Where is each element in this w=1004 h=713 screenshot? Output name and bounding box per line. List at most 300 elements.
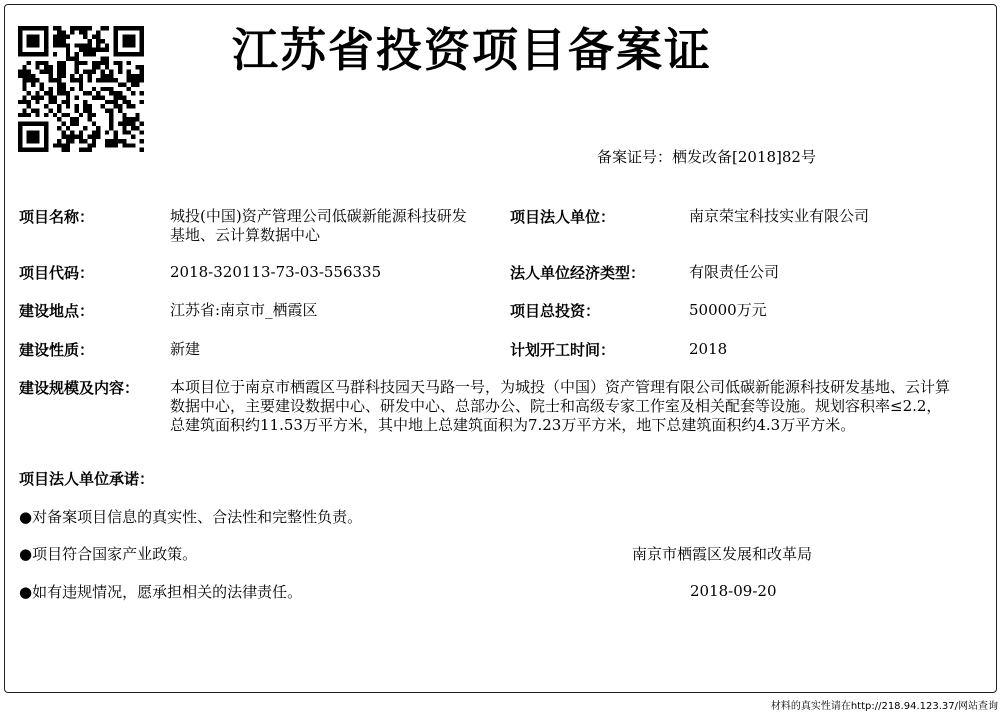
legal-entity-value: 南京荣宝科技实业有限公司 — [689, 207, 870, 225]
qr-module — [105, 48, 109, 52]
qr-module — [79, 148, 83, 152]
qr-module — [70, 130, 74, 134]
qr-module — [61, 87, 65, 91]
qr-module — [122, 26, 126, 30]
qr-module — [92, 35, 96, 39]
qr-module — [140, 139, 144, 143]
qr-module — [27, 130, 31, 134]
qr-module — [140, 48, 144, 52]
qr-module — [131, 104, 135, 108]
qr-module — [109, 100, 113, 104]
qr-module — [109, 69, 113, 73]
qr-module — [18, 39, 22, 43]
qr-module — [114, 100, 118, 104]
qr-module — [118, 69, 122, 73]
qr-module — [35, 78, 39, 82]
qr-module — [114, 96, 118, 100]
qr-module — [96, 30, 100, 34]
qr-module — [74, 78, 78, 82]
qr-module — [88, 48, 92, 52]
qr-module — [122, 126, 126, 130]
qr-module — [92, 143, 96, 147]
qr-module — [131, 52, 135, 56]
start-time-value: 2018 — [689, 340, 728, 358]
qr-module — [114, 91, 118, 95]
qr-module — [131, 35, 135, 39]
qr-module — [105, 65, 109, 69]
qr-module — [96, 135, 100, 139]
qr-module — [92, 113, 96, 117]
qr-module — [88, 26, 92, 30]
qr-module — [92, 52, 96, 56]
qr-module — [114, 52, 118, 56]
qr-module — [53, 39, 57, 43]
qr-module — [88, 113, 92, 117]
qr-module — [88, 117, 92, 121]
qr-module — [31, 39, 35, 43]
qr-module — [96, 35, 100, 39]
qr-module — [27, 61, 31, 65]
qr-module — [92, 122, 96, 126]
qr-module — [61, 74, 65, 78]
qr-module — [135, 117, 139, 121]
qr-module — [70, 87, 74, 91]
qr-module — [131, 82, 135, 86]
qr-module — [40, 26, 44, 30]
qr-module — [57, 61, 61, 65]
qr-module — [53, 35, 57, 39]
qr-module — [88, 148, 92, 152]
qr-module — [61, 100, 65, 104]
qr-module — [96, 130, 100, 134]
qr-module — [27, 135, 31, 139]
qr-module — [131, 143, 135, 147]
qr-module — [88, 43, 92, 47]
qr-module — [44, 113, 48, 117]
qr-module — [57, 143, 61, 147]
qr-module — [27, 43, 31, 47]
qr-module — [57, 43, 61, 47]
qr-module — [118, 82, 122, 86]
legal-entity-label: 项目法人单位： — [510, 208, 616, 226]
qr-module — [44, 126, 48, 130]
qr-module — [66, 43, 70, 47]
qr-module — [44, 148, 48, 152]
qr-module — [114, 30, 118, 34]
qr-module — [35, 39, 39, 43]
qr-module — [66, 148, 70, 152]
qr-module — [140, 122, 144, 126]
qr-module — [131, 43, 135, 47]
qr-module — [92, 61, 96, 65]
qr-module — [27, 139, 31, 143]
qr-module — [79, 74, 83, 78]
qr-module — [114, 61, 118, 65]
qr-module — [70, 139, 74, 143]
qr-module — [70, 56, 74, 60]
qr-module — [18, 43, 22, 47]
qr-module — [105, 26, 109, 30]
qr-module — [122, 113, 126, 117]
qr-module — [96, 48, 100, 52]
location-value: 江苏省:南京市_栖霞区 — [170, 301, 318, 319]
qr-module — [101, 39, 105, 43]
qr-module — [127, 26, 131, 30]
qr-module — [44, 48, 48, 52]
qr-module — [127, 74, 131, 78]
qr-module — [57, 74, 61, 78]
start-time-label: 计划开工时间： — [510, 341, 616, 359]
qr-module — [140, 30, 144, 34]
qr-module — [127, 39, 131, 43]
qr-module — [109, 139, 113, 143]
qr-module — [114, 139, 118, 143]
qr-module — [96, 96, 100, 100]
qr-module — [88, 91, 92, 95]
qr-module — [40, 122, 44, 126]
qr-module — [44, 143, 48, 147]
qr-module — [88, 52, 92, 56]
qr-module — [83, 69, 87, 73]
qr-module — [44, 61, 48, 65]
qr-module — [114, 78, 118, 82]
qr-module — [18, 148, 22, 152]
scale-value: 本项目位于南京市栖霞区马群科技园天马路一号，为城投（中国）资产管理有限公司低碳新能源科技研发基地、云计算数据中心，主要建设数据中心、研发中心、总部办公、院士和高级专家工作室及相关配套等设施。规划容积率≤2.2，总建筑面积约11.53万平方米，其中地上总建筑面积为7.23万平方米，地下总建筑面积约4.3万平方米。 — [170, 378, 951, 434]
qr-module — [35, 113, 39, 117]
qr-module — [127, 100, 131, 104]
qr-module — [131, 39, 135, 43]
qr-module — [18, 126, 22, 130]
qr-module — [27, 69, 31, 73]
qr-module — [61, 65, 65, 69]
qr-module — [88, 39, 92, 43]
qr-module — [135, 65, 139, 69]
qr-module — [66, 35, 70, 39]
qr-module — [118, 91, 122, 95]
qr-module — [57, 104, 61, 108]
qr-module — [61, 122, 65, 126]
qr-module — [40, 52, 44, 56]
qr-module — [135, 82, 139, 86]
qr-module — [18, 35, 22, 39]
qr-module — [31, 78, 35, 82]
qr-module — [140, 100, 144, 104]
qr-module — [70, 135, 74, 139]
qr-module — [18, 26, 22, 30]
qr-module — [83, 61, 87, 65]
qr-module — [22, 74, 26, 78]
qr-module — [114, 39, 118, 43]
qr-module — [74, 43, 78, 47]
qr-module — [70, 78, 74, 82]
qr-module — [79, 135, 83, 139]
qr-module — [105, 143, 109, 147]
qr-module — [35, 52, 39, 56]
qr-module — [105, 43, 109, 47]
qr-module — [96, 65, 100, 69]
qr-module — [118, 104, 122, 108]
qr-module — [105, 56, 109, 60]
qr-module — [40, 87, 44, 91]
qr-module — [35, 135, 39, 139]
qr-module — [44, 130, 48, 134]
qr-module — [105, 130, 109, 134]
qr-module — [18, 74, 22, 78]
qr-module — [57, 35, 61, 39]
qr-module — [131, 122, 135, 126]
qr-module — [48, 74, 52, 78]
qr-module — [44, 26, 48, 30]
qr-module — [40, 148, 44, 152]
qr-module — [66, 48, 70, 52]
qr-module — [44, 65, 48, 69]
qr-module — [61, 43, 65, 47]
qr-module — [53, 96, 57, 100]
qr-module — [31, 109, 35, 113]
qr-module — [35, 61, 39, 65]
qr-module — [74, 26, 78, 30]
qr-module — [83, 52, 87, 56]
qr-module — [118, 65, 122, 69]
qr-module — [22, 96, 26, 100]
qr-module — [44, 122, 48, 126]
qr-module — [53, 143, 57, 147]
qr-module — [22, 109, 26, 113]
qr-module — [70, 74, 74, 78]
qr-module — [57, 91, 61, 95]
qr-module — [92, 65, 96, 69]
qr-module — [66, 126, 70, 130]
qr-module — [48, 65, 52, 69]
qr-module — [122, 130, 126, 134]
qr-module — [88, 109, 92, 113]
qr-module — [61, 35, 65, 39]
qr-module — [127, 143, 131, 147]
qr-module — [57, 117, 61, 121]
qr-module — [127, 122, 131, 126]
qr-module — [22, 82, 26, 86]
qr-module — [131, 26, 135, 30]
qr-module — [74, 52, 78, 56]
qr-module — [83, 91, 87, 95]
qr-module — [83, 35, 87, 39]
qr-module — [109, 117, 113, 121]
qr-module — [48, 87, 52, 91]
qr-module — [44, 135, 48, 139]
qr-module — [105, 74, 109, 78]
qr-module — [48, 109, 52, 113]
qr-module — [122, 52, 126, 56]
qr-module — [118, 61, 122, 65]
qr-module — [27, 122, 31, 126]
entity-type-value: 有限责任公司 — [689, 263, 780, 281]
qr-module — [70, 30, 74, 34]
qr-module — [44, 91, 48, 95]
qr-module — [79, 26, 83, 30]
qr-module — [31, 35, 35, 39]
qr-module — [27, 35, 31, 39]
qr-module — [105, 100, 109, 104]
qr-module — [101, 78, 105, 82]
qr-module — [127, 52, 131, 56]
qr-module — [83, 139, 87, 143]
qr-module — [105, 109, 109, 113]
qr-module — [18, 100, 22, 104]
qr-module — [74, 104, 78, 108]
qr-module — [61, 30, 65, 34]
qr-module — [74, 56, 78, 60]
qr-module — [88, 78, 92, 82]
qr-module — [66, 52, 70, 56]
qr-module — [140, 52, 144, 56]
qr-module — [57, 139, 61, 143]
qr-module — [140, 148, 144, 152]
qr-module — [53, 26, 57, 30]
qr-module — [88, 69, 92, 73]
qr-module — [79, 82, 83, 86]
qr-module — [31, 26, 35, 30]
qr-module — [27, 39, 31, 43]
qr-module — [127, 117, 131, 121]
qr-module — [66, 96, 70, 100]
qr-module — [61, 113, 65, 117]
qr-module — [27, 148, 31, 152]
qr-module — [79, 30, 83, 34]
qr-module — [61, 135, 65, 139]
qr-module — [18, 139, 22, 143]
qr-module — [101, 26, 105, 30]
qr-module — [122, 100, 126, 104]
qr-module — [140, 78, 144, 82]
qr-module — [140, 91, 144, 95]
qr-module — [31, 130, 35, 134]
qr-module — [96, 126, 100, 130]
qr-module — [48, 96, 52, 100]
qr-module — [135, 74, 139, 78]
qr-module — [105, 139, 109, 143]
qr-module — [101, 61, 105, 65]
qr-module — [122, 122, 126, 126]
qr-module — [122, 39, 126, 43]
qr-module — [66, 91, 70, 95]
qr-module — [83, 43, 87, 47]
qr-module — [70, 26, 74, 30]
qr-module — [127, 104, 131, 108]
qr-module — [18, 48, 22, 52]
qr-module — [140, 26, 144, 30]
qr-module — [70, 122, 74, 126]
qr-module — [127, 130, 131, 134]
certificate-title: 江苏省投资项目备案证 — [232, 23, 712, 77]
qr-module — [66, 139, 70, 143]
qr-module — [35, 65, 39, 69]
qr-module — [79, 78, 83, 82]
qr-module — [35, 35, 39, 39]
qr-module — [101, 87, 105, 91]
qr-module — [92, 87, 96, 91]
qr-module — [118, 96, 122, 100]
qr-module — [131, 117, 135, 121]
qr-module — [53, 52, 57, 56]
qr-module — [74, 69, 78, 73]
qr-module — [57, 26, 61, 30]
qr-module — [92, 69, 96, 73]
qr-code-icon — [18, 26, 144, 152]
qr-module — [118, 26, 122, 30]
qr-module — [74, 96, 78, 100]
qr-module — [109, 143, 113, 147]
qr-module — [22, 100, 26, 104]
qr-module — [40, 61, 44, 65]
qr-module — [57, 69, 61, 73]
qr-module — [22, 148, 26, 152]
qr-module — [48, 69, 52, 73]
qr-module — [101, 96, 105, 100]
qr-module — [135, 26, 139, 30]
qr-module — [101, 74, 105, 78]
qr-module — [57, 87, 61, 91]
qr-module — [122, 143, 126, 147]
qr-module — [74, 109, 78, 113]
qr-module — [57, 109, 61, 113]
qr-module — [101, 48, 105, 52]
qr-module — [74, 117, 78, 121]
qr-module — [31, 74, 35, 78]
qr-module — [114, 43, 118, 47]
qr-module — [31, 96, 35, 100]
qr-module — [35, 109, 39, 113]
qr-module — [74, 135, 78, 139]
qr-module — [140, 35, 144, 39]
qr-module — [114, 35, 118, 39]
qr-module — [101, 104, 105, 108]
qr-module — [79, 87, 83, 91]
qr-module — [122, 96, 126, 100]
qr-module — [83, 100, 87, 104]
commitment-item: ●如有违规情况，愿承担相关的法律责任。 — [19, 583, 303, 601]
qr-module — [27, 100, 31, 104]
qr-module — [53, 113, 57, 117]
qr-module — [44, 104, 48, 108]
qr-module — [66, 135, 70, 139]
qr-module — [96, 39, 100, 43]
qr-module — [31, 43, 35, 47]
qr-module — [27, 74, 31, 78]
qr-module — [114, 130, 118, 134]
qr-module — [109, 122, 113, 126]
qr-module — [131, 126, 135, 130]
qr-module — [109, 78, 113, 82]
qr-module — [83, 26, 87, 30]
qr-module — [61, 69, 65, 73]
qr-module — [48, 91, 52, 95]
qr-module — [27, 78, 31, 82]
qr-module — [57, 30, 61, 34]
qr-code-graphic — [18, 26, 144, 152]
qr-module — [114, 143, 118, 147]
qr-module — [140, 74, 144, 78]
qr-module — [35, 43, 39, 47]
commitment-heading: 项目法人单位承诺： — [19, 470, 155, 488]
qr-module — [53, 100, 57, 104]
qr-module — [22, 87, 26, 91]
qr-module — [127, 87, 131, 91]
qr-module — [88, 104, 92, 108]
qr-module — [122, 43, 126, 47]
qr-module — [140, 39, 144, 43]
qr-module — [18, 69, 22, 73]
qr-module — [61, 148, 65, 152]
